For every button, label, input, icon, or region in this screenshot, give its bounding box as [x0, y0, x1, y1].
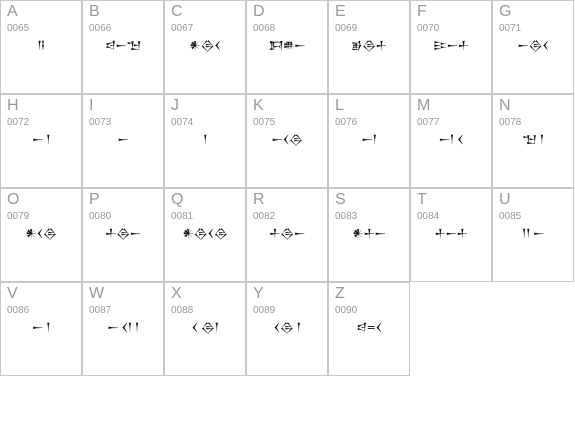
glyph-cell[interactable]	[164, 94, 246, 188]
glyph-code: 0083	[335, 211, 358, 222]
glyph-letter: V	[7, 285, 18, 302]
glyph-cell[interactable]	[246, 94, 328, 188]
glyph-letter: E	[335, 3, 346, 20]
glyph-preview: 𒀸𒌋𒁲	[271, 133, 303, 146]
glyph-cell[interactable]	[0, 0, 82, 94]
glyph-code: 0082	[253, 211, 276, 222]
glyph-preview: 𒌋𒁲 𒁹	[273, 321, 301, 334]
glyph-preview: 𒀭𒁲𒌋	[189, 39, 221, 52]
glyph-code: 0077	[417, 117, 440, 128]
glyph-letter: Q	[171, 191, 184, 208]
glyph-letter: J	[171, 97, 179, 114]
glyph-cell[interactable]	[0, 188, 82, 282]
glyph-code: 0066	[89, 23, 112, 34]
glyph-cell[interactable]	[410, 0, 492, 94]
glyph-letter: O	[7, 191, 20, 208]
glyph-code: 0086	[7, 305, 30, 316]
glyph-letter: X	[171, 285, 182, 302]
glyph-letter: B	[89, 3, 100, 20]
glyph-code: 0085	[499, 211, 522, 222]
glyph-code: 0075	[253, 117, 276, 128]
glyph-cell[interactable]	[410, 94, 492, 188]
glyph-preview: 𒀭𒌋𒁲	[25, 227, 57, 240]
glyph-cell[interactable]	[82, 282, 164, 376]
glyph-cell[interactable]	[328, 0, 410, 94]
glyph-cell[interactable]	[328, 188, 410, 282]
glyph-letter: N	[499, 97, 511, 114]
glyph-preview: 𒈠 𒁹	[522, 133, 544, 146]
glyph-cell[interactable]	[82, 0, 164, 94]
glyph-code: 0078	[499, 117, 522, 128]
glyph-preview: 𒀀	[37, 39, 45, 52]
glyph-cell[interactable]	[328, 282, 410, 376]
glyph-letter: M	[417, 97, 431, 114]
glyph-preview: 𒀸 𒁹	[31, 133, 51, 146]
glyph-letter: Y	[253, 285, 264, 302]
glyph-code: 0069	[335, 23, 358, 34]
glyph-letter: Z	[335, 285, 345, 302]
glyph-letter: P	[89, 191, 100, 208]
glyph-code: 0065	[7, 23, 30, 34]
glyph-letter: W	[89, 285, 105, 302]
glyph-letter: U	[499, 191, 511, 208]
glyph-code: 0087	[89, 305, 112, 316]
glyph-letter: D	[253, 3, 265, 20]
glyph-letter: R	[253, 191, 265, 208]
glyph-cell[interactable]	[164, 282, 246, 376]
glyph-code: 0070	[417, 23, 440, 34]
glyph-code: 0068	[253, 23, 276, 34]
glyph-code: 0084	[417, 211, 440, 222]
glyph-preview: 𒈦𒁲𒀸	[105, 227, 141, 240]
glyph-preview: 𒄿𒀸𒈦	[433, 39, 469, 52]
glyph-preview: 𒈦𒁲𒀸	[269, 227, 305, 240]
glyph-cell[interactable]	[0, 282, 82, 376]
glyph-preview: 𒂊𒁲𒈦	[351, 39, 387, 52]
glyph-code: 0079	[7, 211, 30, 222]
glyph-preview: 𒀸 𒌋𒁹 𒁹	[107, 321, 139, 334]
glyph-code: 0088	[171, 305, 194, 316]
glyph-cell[interactable]	[82, 188, 164, 282]
glyph-letter: A	[7, 3, 18, 20]
glyph-preview: 𒀭𒁲𒌋𒁲	[182, 227, 228, 240]
glyph-code: 0080	[89, 211, 112, 222]
glyph-code: 0072	[7, 117, 30, 128]
glyph-preview: 𒁹	[202, 133, 208, 146]
glyph-preview: 𒁕𒌑𒀸	[268, 39, 306, 52]
glyph-cell[interactable]	[492, 188, 574, 282]
glyph-preview: 𒁹𒁹 𒀸	[521, 227, 545, 240]
glyph-letter: H	[7, 97, 19, 114]
glyph-code: 0071	[499, 23, 522, 34]
glyph-preview: 𒀭𒈦𒀸	[352, 227, 386, 240]
glyph-code: 0067	[171, 23, 194, 34]
glyph-preview: 𒌋 𒁲𒁹	[191, 321, 219, 334]
glyph-letter: F	[417, 3, 427, 20]
glyph-preview: 𒀸𒁹	[361, 133, 377, 146]
glyph-letter: G	[499, 3, 512, 20]
glyph-code: 0074	[171, 117, 194, 128]
glyph-cell[interactable]	[492, 0, 574, 94]
glyph-cell[interactable]	[246, 188, 328, 282]
glyph-letter: L	[335, 97, 344, 114]
glyph-letter: S	[335, 191, 346, 208]
glyph-cell[interactable]	[164, 188, 246, 282]
glyph-preview: 𒈦𒀸𒈦	[434, 227, 468, 240]
glyph-cell[interactable]	[164, 0, 246, 94]
glyph-preview: 𒀸	[117, 133, 129, 146]
glyph-cell[interactable]	[246, 0, 328, 94]
glyph-letter: T	[417, 191, 427, 208]
glyph-preview: 𒀸 𒁹	[31, 321, 51, 334]
glyph-cell[interactable]	[410, 188, 492, 282]
glyph-code: 0090	[335, 305, 358, 316]
glyph-letter: K	[253, 97, 264, 114]
glyph-cell[interactable]	[492, 94, 574, 188]
glyph-letter: I	[89, 97, 94, 114]
glyph-letter: C	[171, 3, 183, 20]
glyph-code: 0073	[89, 117, 112, 128]
glyph-preview: 𒀸𒁲𒌋	[517, 39, 549, 52]
glyph-preview: 𒁀𒀸𒈠	[105, 39, 141, 52]
glyph-cell[interactable]	[82, 94, 164, 188]
glyph-cell[interactable]	[246, 282, 328, 376]
glyph-preview: 𒀸𒁹 𒌋	[438, 133, 464, 146]
glyph-preview: 𒁀=𒌋	[356, 321, 382, 334]
glyph-code: 0089	[253, 305, 276, 316]
glyph-cell[interactable]	[0, 94, 82, 188]
glyph-code: 0081	[171, 211, 194, 222]
glyph-code: 0076	[335, 117, 358, 128]
glyph-cell[interactable]	[328, 94, 410, 188]
